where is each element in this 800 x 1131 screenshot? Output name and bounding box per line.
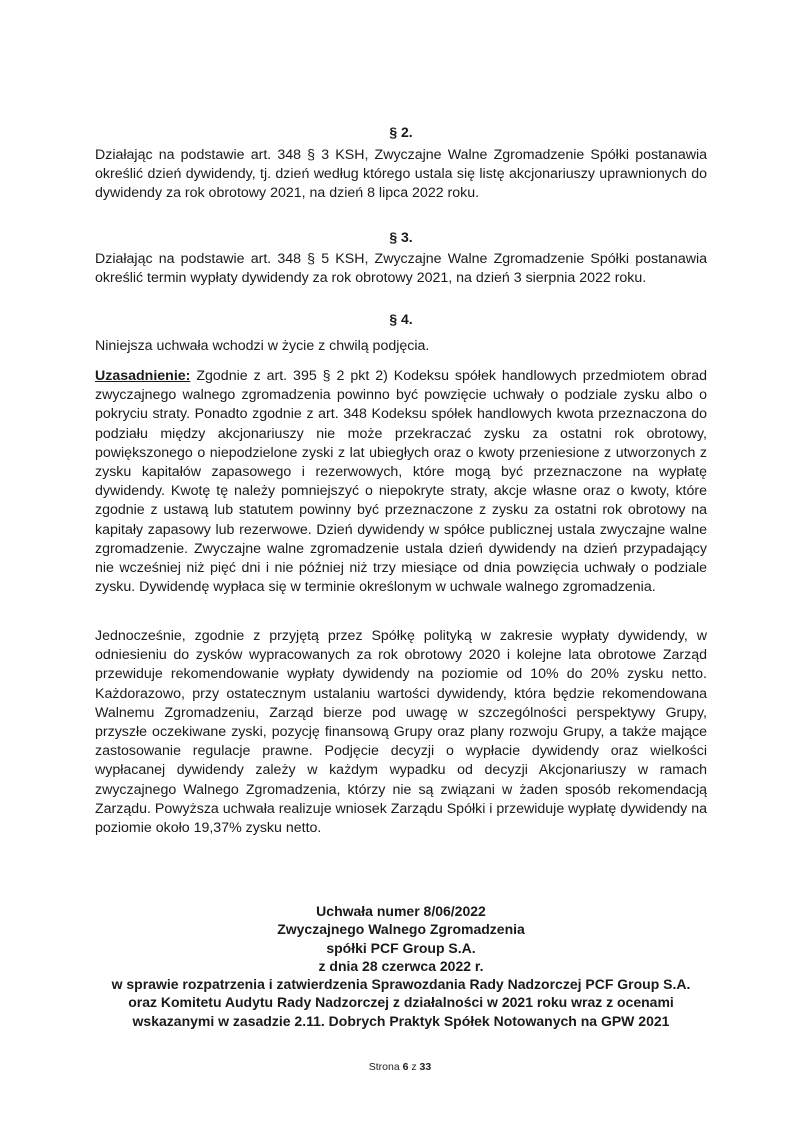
justification-text: Zgodnie z art. 395 § 2 pkt 2) Kodeksu spółek handlowych przedmiotem obrad zwyczajnego walnego zgromadzenia powinno być powzięcie uchwały o podziale zysku albo o pokryciu straty. Ponadto zgodnie z art. 348 Kodeksu spółek handlowych kwota przeznaczona do podziału między akcjonariuszy nie może przekraczać zysku za ostatni rok obrotowy, powiększonego o niepodzielone zyski z lat ubiegłych oraz o kwoty przeniesione z utworzonych z zysku kapitałów zapasowego i rezerwowych, które mogą być przeznaczone na wypłatę dywidendy. Kwotę tę należy pomniejszyć o niepokryte straty, akcje własne oraz o kwoty, które zgodnie z ustawą lub statutem powinny być przeznaczone z zysku za ostatni rok obrotowy na kapitały zapasowy lub rezerwowe. Dzień dywidendy w spółce publicznej ustala zwyczajne walne zgromadzenie. Zwyczajne walne zgromadzenie ustala dzień dywidendy na dzień przypadający nie wcześniej niż pięć dni i nie później niż trzy miesiące od dnia powzięcia uchwały o podziale zysku. Dywidendę wypłaca się w terminie określonym w uchwale walnego zgromadzenia. — [95, 368, 707, 596]
resolution-company: spółki PCF Group S.A. — [326, 939, 476, 956]
section-heading-3: § 3. — [389, 229, 413, 245]
dividend-policy-paragraph: Jednocześnie, zgodnie z przyjętą przez Spółkę polityką w zakresie wypłaty dywidendy, w odniesieniu do zysków wypracowanych za rok obrotowy 2020 i kolejne lata obrotowe Zarząd przewiduje rekomendowanie wypłaty dywidendy na poziomie od 10% do 20% zysku netto. Każdorazowo, przy ostatecznym ustalaniu wartości dywidendy, która będzie rekomendowana Walnemu Zgromadzeniu, Zarząd bierze pod uwagę w szczególności perspektywy Grupy, przyszłe oczekiwane zyski, pozycję finansową Grupy oraz plany rozwoju Grupy, a także mające zastosowanie regulacje prawne. Podjęcie decyzji o wypłacie dywidendy oraz wielkości wypłacanej dywidendy zależy w każdym wypadku od decyzji Akcjonariuszy w ramach zwyczajnego Walnego Zgromadzenia, którzy nie są związani w żaden sposób rekomendacją Zarządu. Powyższa uchwała realizuje wniosek Zarządu Spółki i przewiduje wypłatę dywidendy na poziomie około 19,37% zysku netto. — [95, 628, 707, 837]
section-heading-2: § 2. — [389, 124, 413, 140]
justification-paragraph — [95, 367, 707, 597]
resolution-title: Uchwała numer 8/06/2022 — [316, 903, 486, 919]
section-2-text: Działając na podstawie art. 348 § 3 KSH, Zwyczajne Walne Zgromadzenie Spółki postanawia określić dzień dywidendy, tj. dzień według którego ustala się listę akcjonariuszy uprawnionych do dywidendy za rok obrotowy 2021, na dzień 8 lipca 2022 roku. — [95, 147, 707, 202]
resolution-body: Zwyczajnego Walnego Zgromadzenia — [277, 921, 525, 938]
section-heading-4: § 4. — [389, 311, 413, 327]
current-page-number: 6 — [402, 1061, 409, 1073]
resolution-heading — [95, 902, 707, 1030]
justification-label: Uzasadnienie: — [95, 368, 191, 384]
section-4-text: Niniejsza uchwała wchodzi w życie z chwilą podjęcia. — [95, 338, 430, 354]
resolution-date: z dnia 28 czerwca 2022 r. — [318, 957, 484, 974]
resolution-subject-line-1: w sprawie rozpatrzenia i zatwierdzenia Sprawozdania Rady Nadzorczej PCF Group S.A. — [111, 976, 691, 993]
resolution-subject-line-3: wskazanymi w zasadzie 2.11. Dobrych Praktyk Spółek Notowanych na GPW 2021 — [132, 1012, 670, 1029]
footer-prefix: Strona — [368, 1061, 403, 1073]
page-footer — [0, 1061, 800, 1073]
resolution-subject-line-2: oraz Komitetu Audytu Rady Nadzorczej z działalności w 2021 roku wraz z ocenami — [128, 994, 674, 1011]
total-pages-number: 33 — [419, 1061, 432, 1073]
footer-separator: z — [408, 1061, 420, 1073]
section-3-text: Działając na podstawie art. 348 § 5 KSH, Zwyczajne Walne Zgromadzenie Spółki postanawia określić termin wypłaty dywidendy za rok obrotowy 2021, na dzień 3 sierpnia 2022 roku. — [95, 251, 707, 287]
